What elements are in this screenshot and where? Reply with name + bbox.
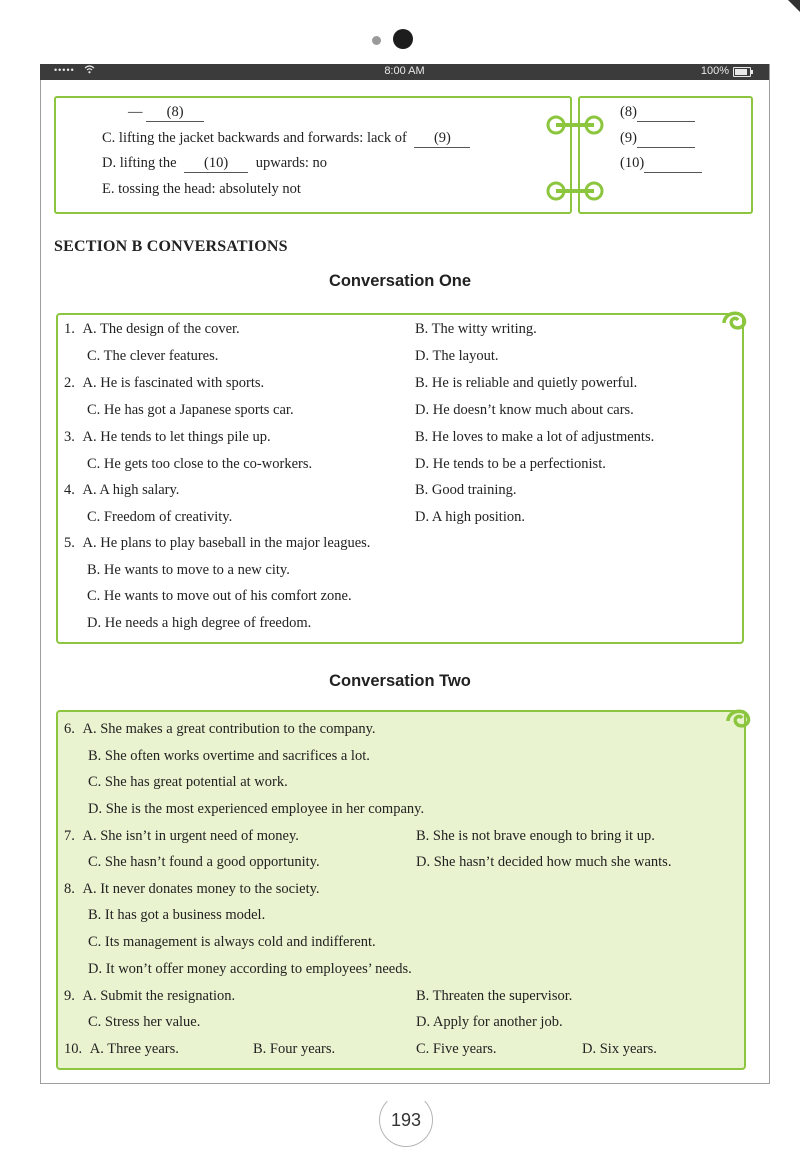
option-a: A. Three years. (89, 1041, 179, 1057)
conversation-two-title: Conversation Two (329, 672, 471, 690)
battery-icon (733, 67, 751, 77)
option-b: B. He wants to move to a new city. (87, 562, 290, 578)
question-1 (64, 321, 240, 338)
question-number: 6. (64, 721, 75, 737)
answer-line-8 (620, 104, 695, 122)
option-b: B. The witty writing. (415, 321, 537, 337)
option-c: C. He wants to move out of his comfort zone. (87, 588, 352, 604)
question-number: 3. (64, 429, 75, 445)
option-a: A. She makes a great contribution to the company. (82, 721, 376, 737)
page-number: 193 (390, 1110, 422, 1130)
conversation-one-title: Conversation One (328, 272, 472, 290)
question-number: 9. (64, 988, 75, 1004)
option-d: D. He tends to be a perfectionist. (415, 456, 606, 472)
option-c: C. The clever features. (87, 348, 219, 364)
option-c: C. He has got a Japanese sports car. (87, 402, 294, 418)
question-number: 2. (64, 375, 75, 391)
option-d: D. She is the most experienced employee in her company. (88, 801, 425, 817)
status-time: 8:00 AM (384, 65, 425, 77)
option-c: C. Its management is always cold and indifferent. (88, 934, 376, 950)
option-b: B. Threaten the supervisor. (416, 988, 573, 1004)
option-d: D. It won’t offer money according to employees’ needs. (88, 961, 412, 977)
option-a: A. A high salary. (82, 482, 180, 498)
answer-label-10: (10) (620, 155, 645, 171)
option-c: C. He gets too close to the co-workers. (87, 456, 313, 472)
answer-line-9 (620, 130, 695, 148)
note-e-text: E. tossing the head: absolutely not (102, 181, 301, 197)
option-b: B. Good training. (415, 482, 517, 498)
signal-icon: ••••• (54, 65, 75, 75)
option-d: D. She hasn’t decided how much she wants. (416, 854, 672, 870)
question-3 (64, 429, 271, 446)
answer-label-9: (9) (620, 130, 637, 146)
question-8 (64, 881, 320, 898)
blank-9: (9) (414, 130, 470, 148)
curl-icon (718, 305, 752, 335)
answer-label-8: (8) (620, 104, 637, 120)
binder-ring-top-icon (546, 110, 606, 140)
option-a: A. He tends to let things pile up. (82, 429, 271, 445)
option-b: B. She often works overtime and sacrifices a lot. (88, 748, 370, 764)
option-b: B. He loves to make a lot of adjustments. (415, 429, 655, 445)
option-a: A. The design of the cover. (82, 321, 240, 337)
note-line-e (102, 181, 301, 198)
option-a: A. He plans to play baseball in the major leagues. (82, 535, 371, 551)
option-d: D. He doesn’t know much about cars. (415, 402, 634, 418)
option-a: A. It never donates money to the society. (82, 881, 320, 897)
blank-10: (10) (184, 155, 248, 173)
status-bar (40, 64, 769, 80)
option-a: A. Submit the resignation. (82, 988, 236, 1004)
question-number: 4. (64, 482, 75, 498)
question-10 (64, 1041, 179, 1058)
camera-dot-small (372, 36, 381, 45)
option-c: C. She has great potential at work. (88, 774, 288, 790)
option-d: D. Apply for another job. (416, 1014, 563, 1030)
section-title: SECTION B CONVERSATIONS (54, 238, 288, 255)
battery-percent: 100% (700, 65, 729, 77)
option-c: C. She hasn’t found a good opportunity. (88, 854, 320, 870)
camera-lens (393, 29, 413, 49)
answer-line-10 (620, 155, 702, 173)
option-c: C. Stress her value. (88, 1014, 201, 1030)
question-number: 7. (64, 828, 75, 844)
question-4 (64, 482, 179, 499)
option-d: D. The layout. (415, 348, 499, 364)
question-5 (64, 535, 370, 552)
note-c-text: C. lifting the jacket backwards and forwards: lack of (102, 130, 407, 146)
option-a: A. He is fascinated with sports. (82, 375, 265, 391)
question-number: 8. (64, 881, 75, 897)
question-number: 5. (64, 535, 75, 551)
binder-ring-bottom-icon (546, 176, 606, 206)
option-d: D. Six years. (582, 1041, 657, 1057)
note-d-pre: D. lifting the (102, 155, 177, 171)
note-line-a (128, 104, 204, 122)
blank-8: (8) (146, 104, 204, 122)
option-b: B. It has got a business model. (88, 907, 266, 923)
corner-mark (788, 0, 800, 12)
question-number: 10. (64, 1041, 83, 1057)
option-c: C. Freedom of creativity. (87, 509, 233, 525)
note-line-d (102, 155, 327, 173)
note-d-post: upwards: no (255, 155, 328, 171)
question-9 (64, 988, 235, 1005)
option-b: B. She is not brave enough to bring it up. (416, 828, 655, 844)
option-d: D. He needs a high degree of freedom. (87, 615, 312, 631)
curl-icon (722, 703, 756, 733)
option-d: D. A high position. (415, 509, 525, 525)
question-6 (64, 721, 376, 738)
note-line-c (102, 130, 470, 148)
question-7 (64, 828, 299, 845)
option-c: C. Five years. (416, 1041, 497, 1057)
question-2 (64, 375, 264, 392)
option-a: A. She isn’t in urgent need of money. (82, 828, 299, 844)
option-b: B. He is reliable and quietly powerful. (415, 375, 638, 391)
option-b: B. Four years. (253, 1041, 336, 1057)
dash: — (128, 104, 143, 120)
question-number: 1. (64, 321, 75, 337)
